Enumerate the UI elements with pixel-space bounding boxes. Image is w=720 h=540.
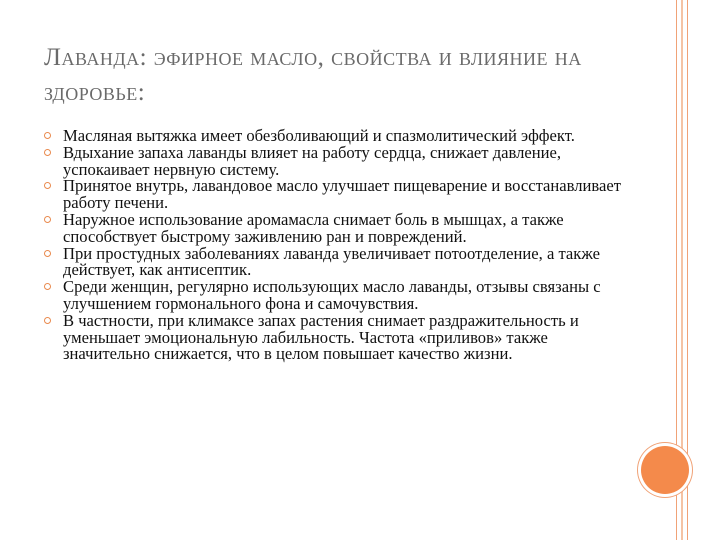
circle-bullet-icon [44,132,51,139]
circle-bullet-icon [44,283,51,290]
list-item [44,243,634,280]
list-item [44,178,634,212]
orange-circle-icon [641,446,689,494]
list-item [44,142,634,179]
list-item-text: Вдыхание запаха лаванды влияет на работу сердца, снижает давление, успокаивает нервную систему. [63,142,562,179]
list-item-text: Наружное использование аромамасла снимает боль в мышцах, а также способствует быстрому заживлению ран и повреждений. [63,209,564,246]
list-item-text: При простудных заболеваниях лаванда увеличивает потоотделение, а также действует, как антисептик. [63,243,600,280]
list-item-text: Принятое внутрь, лавандовое масло улучшает пищеварение и восстанавливает работу печени. [63,176,622,213]
circle-bullet-icon [44,182,51,189]
list-item-text: В частности, при климаксе запах растения снимает раздражительность и уменьшает эмоциональную лабильность. Частота «приливов» также значительно снижается, что в целом повышает качество жизни. [63,310,579,364]
circle-bullet-icon [44,317,51,324]
slide-title: Лаванда: эфирное масло, свойства и влияние на здоровье: [44,44,582,106]
bullet-list [44,128,634,363]
list-item [44,279,634,313]
list-item [44,310,634,364]
circle-bullet-icon [44,250,51,257]
list-item-text: Масляная вытяжка имеет обезболивающий и спазмолитический эффект. [63,126,575,145]
list-item [44,209,634,246]
circle-bullet-icon [44,149,51,156]
circle-bullet-icon [44,216,51,223]
list-item-text: Среди женщин, регулярно использующих масло лаванды, отзывы связаны с улучшением гормонального фона и самочувствия. [63,277,601,313]
